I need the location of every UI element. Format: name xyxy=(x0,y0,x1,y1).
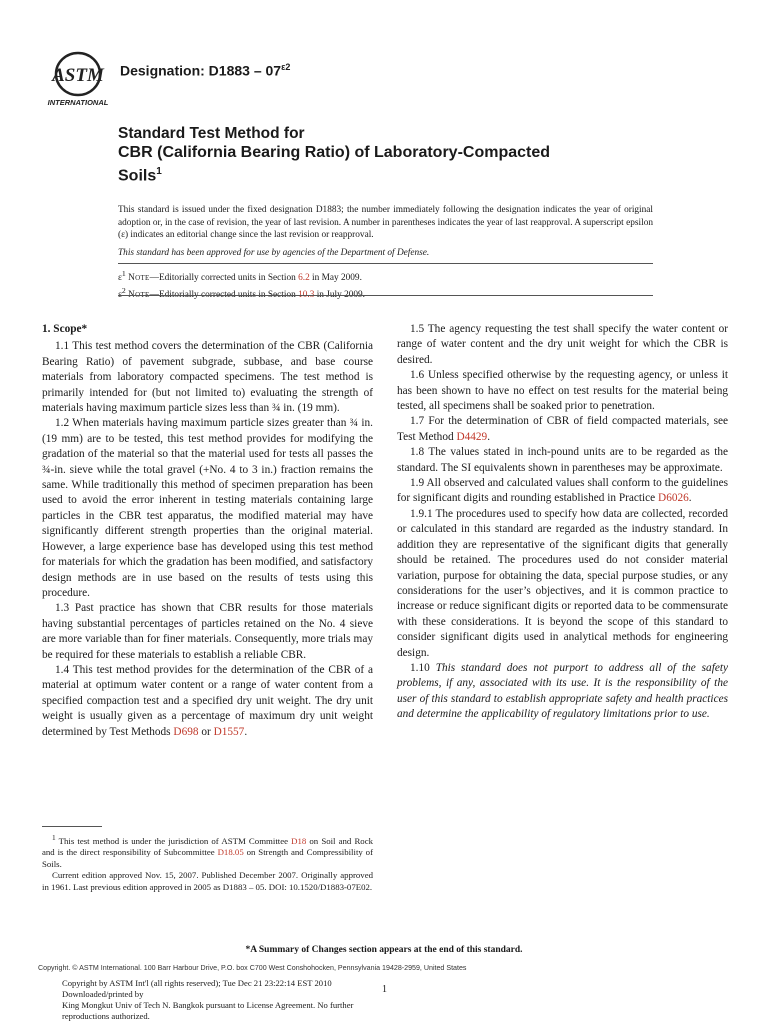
license-line-3: King Mongkut Univ of Tech N. Bangkok pursuant to License Agreement. No further reproductions authorized. xyxy=(62,1000,354,1021)
title-footnote-ref: 1 xyxy=(156,166,162,177)
section-link-6-2[interactable]: 6.2 xyxy=(298,273,310,284)
para-1-6: 1.6 Unless specified otherwise by the requesting agency, or unless it has been shown to have no effect on test results for the material being tested, all specimens shall be soaked prior to penetration. xyxy=(397,369,728,413)
link-d18[interactable]: D18 xyxy=(291,835,307,846)
link-d18-05[interactable]: D18.05 xyxy=(217,847,244,858)
logo-subtext: INTERNATIONAL xyxy=(47,98,109,107)
safety-caveat: This standard does not purport to address all of the safety problems, if any, associated with its use. It is the responsibility of the user of this standard to establish appropriate safety and health practices and determine the applicability of regulatory limitations prior to use. xyxy=(397,661,729,721)
link-d1557[interactable]: D1557 xyxy=(213,725,245,738)
para-1-9-1: 1.9.1 The procedures used to specify how data are collected, recorded or calculated in this standard are regarded as the industry standard. In addition they are representative of the significant digits that generally should be retained. The procedures used do not consider material variation, purpose for obtaining the data, special purpose studies, or any considerations for the user’s objectives, and it is common practice to increase or reduce significant digits or reported data to be commensurate with these considerations. It is beyond the scope of this standard to consider significant digits used in analytical methods for engineering design. xyxy=(397,507,728,659)
summary-of-changes-note: *A Summary of Changes section appears at the end of this standard. xyxy=(245,945,523,955)
editorial-note-1: $\varepsilon^1$ Note—Editorially corrected units in Section 6.2 in May 2009. xyxy=(118,269,362,284)
para-1-1: 1.1 This test method covers the determination of the CBR (California Bearing Ratio) of pavement subgrade, subbase, and base course materials from laboratory compacted specimens. The test method is primarily intended for (but not limited to) evaluating the strength of materials having maximum particle sizes less than ¾ in. (19 mm). xyxy=(42,340,373,415)
divider-bottom xyxy=(118,295,653,296)
license-line-2: Downloaded/printed by xyxy=(62,989,144,999)
footnote-edition: Current edition approved Nov. 15, 2007. Published December 2007. Originally approved in 1961. Last previous edition approved in 2005 as D1883 – 05. DOI: 10.1520/D1883-07E02. xyxy=(42,870,373,892)
para-1-7: 1.7 For the determination of CBR of field compacted materials, see Test Method D4429. xyxy=(397,415,728,443)
para-1-4: 1.4 This test method provides for the determination of the CBR of a material at optimum water content or a range of water content from a specified compaction test and a specified dry unit weight. The dry unit weight is usually given as a percentage of maximum dry unit weight determined by Test Methods D698 or D1557. xyxy=(42,663,373,738)
para-1-9: 1.9 All observed and calculated values shall conform to the guidelines for significant digits and rounding established in Practice D6026. xyxy=(397,477,728,505)
para-1-8: 1.8 The values stated in inch-pound units are to be regarded as the standard. The SI equivalents shown in parentheses may be approximate. xyxy=(397,446,728,474)
footnotes xyxy=(42,832,373,893)
logo-letters: ASTM xyxy=(52,65,104,86)
footnote-rule xyxy=(42,826,102,827)
link-d6026[interactable]: D6026 xyxy=(658,492,689,505)
license-line-1: Copyright by ASTM Int'l (all rights reserved); Tue Dec 21 23:22:14 EST 2010 xyxy=(62,978,332,988)
approval-statement: This standard has been approved for use by agencies of the Department of Defense. xyxy=(118,248,430,258)
scope-heading: 1. Scope* xyxy=(42,323,88,335)
left-column xyxy=(42,322,373,740)
editorial-notes xyxy=(118,268,653,301)
copyright-line: Copyright. © ASTM International. 100 Barr Harbour Drive, P.O. box C700 West Conshohocken, Pennsylvania 19428-2959, United States xyxy=(38,964,467,972)
editorial-note-2: $\varepsilon^2$ Note—Editorially corrected units in Section 10.3 in July 2009. xyxy=(118,285,366,300)
section-link-10-3[interactable]: 10.3 xyxy=(298,289,315,300)
para-1-10: 1.10 This standard does not purport to address all of the safety problems, if any, associated with its use. It is the responsibility of the user of this standard to establish appropriate safety and health practices and determine the applicability of regulatory limitations prior to use. xyxy=(397,661,729,721)
issuance-statement: This standard is issued under the fixed designation D1883; the number immediately following the designation indicates the year of original adoption or, in the case of revision, the year of last revision. A number in parentheses indicates the year of last reapproval. A superscript epsilon (ε) indicates an editorial change since the last revision or reapproval. xyxy=(118,205,653,240)
link-d698[interactable]: D698 xyxy=(173,725,199,738)
right-column xyxy=(397,322,728,723)
designation xyxy=(120,62,290,79)
footnote-1: $^1$ This test method is under the jurisdiction of ASTM Committee D18 on Soil and Rock and is the direct responsibility of Subcommittee D18.05 on Strength and Compressibility of Soils. xyxy=(42,833,374,869)
astm-logo xyxy=(44,50,112,108)
designation-epsilon: ε2 xyxy=(281,62,291,72)
designation-text: Designation: D1883 – 07 xyxy=(120,62,282,79)
para-1-2: 1.2 When materials having maximum particle sizes greater than ¾ in. (19 mm) are to be tested, this test method provides for modifying the gradation of the material so that the material used for tests all passes the ¾-in. sieve while the total gravel (+No. 4 to 3 in.) fraction remains the same. While traditionally this method of specimen preparation has been used to avoid the error inherent in testing materials containing large particles in the CBR test apparatus, the modified material may have significantly different strength properties than the original material. However, a large experience base has developed using this test method for materials for which the gradation has been modified, and satisfactory design methods are in use based on the results of tests using this procedure. xyxy=(42,417,373,599)
title-line-2: CBR (California Bearing Ratio) of Laboratory-Compacted xyxy=(118,144,551,161)
document-title xyxy=(118,124,678,185)
title-line-3: Soils xyxy=(118,167,157,185)
title-line-1: Standard Test Method for xyxy=(118,125,305,142)
page-number: 1 xyxy=(382,984,387,995)
link-d4429[interactable]: D4429 xyxy=(456,430,488,443)
para-1-3: 1.3 Past practice has shown that CBR results for those materials having substantial percentages of particles retained on the No. 4 sieve are more variable than for finer materials. Consequently, more trials may be required for these materials to establish a reliable CBR. xyxy=(42,602,373,661)
astm-logo-graphic xyxy=(44,50,112,108)
para-1-5: 1.5 The agency requesting the test shall specify the water content or range of water content and the dry unit weight for which the CBR is desired. xyxy=(397,323,728,366)
license-stamp xyxy=(62,978,402,1022)
divider-top xyxy=(118,263,653,264)
